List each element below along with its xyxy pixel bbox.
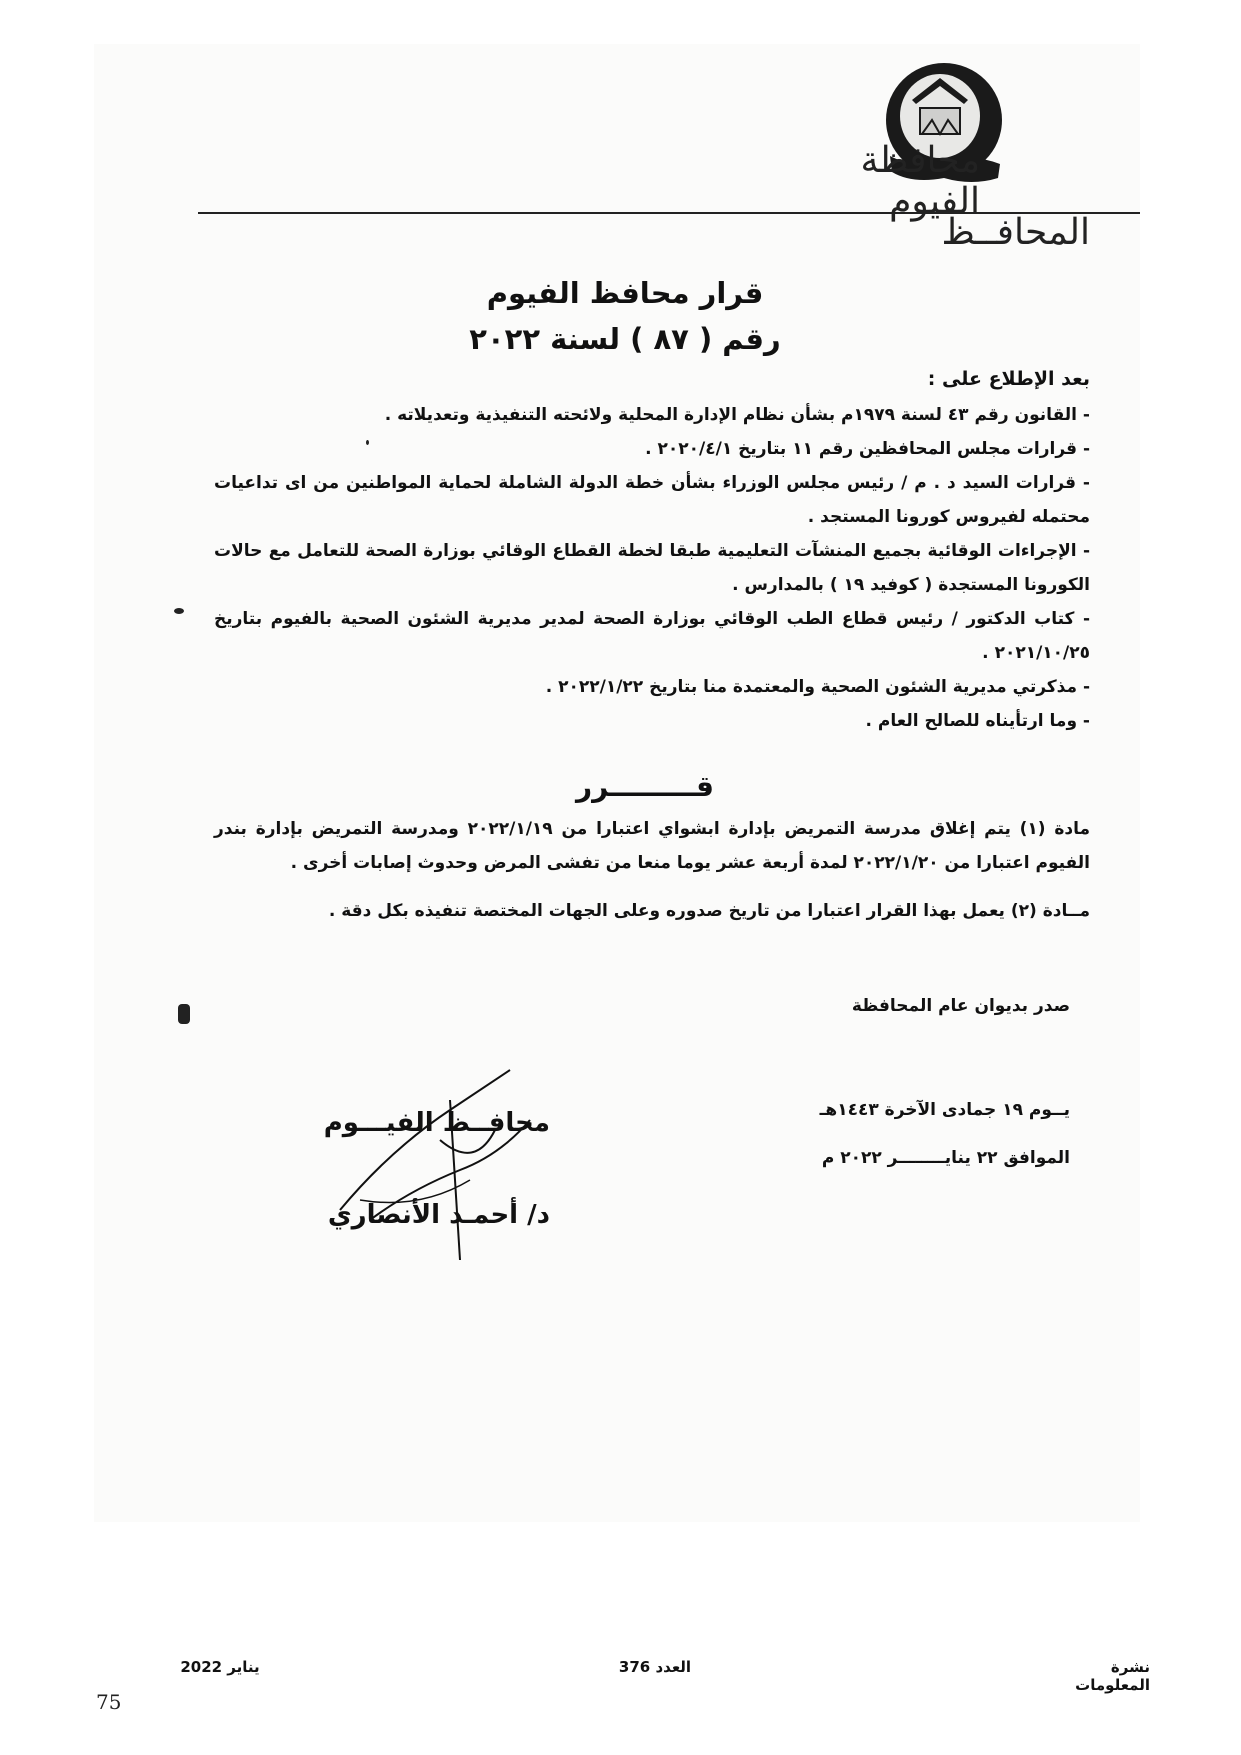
preamble-clauses: [214, 398, 1090, 738]
preamble-clause: - وما ارتأيناه للصالح العام .: [865, 711, 1090, 731]
preamble-clause: - كتاب الدكتور / رئيس قطاع الطب الوقائي بوزارة الصحة لمدير مديرية الشئون الصحية بالفيوم بتاريخ ٢٠٢١/١٠/٢٥ .: [214, 609, 1090, 663]
footer-issue: العدد 376: [618, 1658, 692, 1676]
scan-speck: [366, 440, 369, 445]
office-label: المحافــظ: [941, 212, 1090, 253]
handwritten-signature: [300, 1060, 600, 1260]
issued-at: صدر بديوان عام المحافظة: [851, 996, 1070, 1016]
date-hijri: يــوم ١٩ جمادى الآخرة ١٤٤٣هـ: [819, 1100, 1070, 1120]
preamble-intro: بعد الإطلاع على :: [927, 368, 1090, 390]
footer-publication: نشرة المعلومات: [1075, 1658, 1150, 1694]
governorate-name: محافظة الفيوم: [860, 140, 980, 222]
decree-number: رقم ( ٨٧ ) لسنة ٢٠٢٢: [469, 322, 781, 356]
preamble-clause: - قرارات السيد د . م / رئيس مجلس الوزراء بشأن خطة الدولة الشاملة لحماية المواطنين من اى تداعيات محتمله لفيروس كورونا المستجد .: [214, 473, 1090, 527]
preamble-clause: - مذكرتي مديرية الشئون الصحية والمعتمدة منا بتاريخ ٢٠٢٢/١/٢٢ .: [545, 677, 1090, 697]
preamble-clause: - القانون رقم ٤٣ لسنة ١٩٧٩م بشأن نظام الإدارة المحلية ولائحته التنفيذية وتعديلاته .: [384, 405, 1090, 425]
decision-heading: قـــــــــرر: [575, 770, 714, 803]
articles: [214, 812, 1090, 928]
page-number: 75: [96, 1690, 122, 1714]
preamble-clause: - قرارات مجلس المحافظين رقم ١١ بتاريخ ٢٠٢٠/٤/١ .: [645, 439, 1090, 459]
decree-title: قرار محافظ الفيوم: [486, 276, 764, 310]
article-1: مادة (١) يتم إغلاق مدرسة التمريض بإدارة ابشواي اعتبارا من ٢٠٢٢/١/١٩ ومدرسة التمريض بإدارة بندر الفيوم اعتبارا من ٢٠٢٢/١/٢٠ لمدة أربعة عشر يوما منعا من تفشى المرض وحدوث إصابات أخرى .: [214, 819, 1090, 873]
signatory-title: محافــظ الفيـــوم: [323, 1108, 550, 1138]
signatory-name: د/ أحمـد الأنصاري: [327, 1200, 550, 1230]
article-2: مــادة (٢) يعمل بهذا القرار اعتبارا من تاريخ صدوره وعلى الجهات المختصة تنفيذه بكل دقة .: [328, 901, 1090, 921]
scan-speck: [178, 1004, 190, 1024]
scan-speck: [174, 608, 184, 614]
footer-date: يناير 2022: [180, 1658, 260, 1676]
date-gregorian: الموافق ٢٢ ينايــــــــر ٢٠٢٢ م: [821, 1148, 1070, 1168]
preamble-clause: - الإجراءات الوقائية بجميع المنشآت التعليمية طبقا لخطة القطاع الوقائي بوزارة الصحة للتعامل مع حالات الكورونا المستجدة ( كوفيد ١٩ ) بالمدارس .: [214, 541, 1090, 595]
